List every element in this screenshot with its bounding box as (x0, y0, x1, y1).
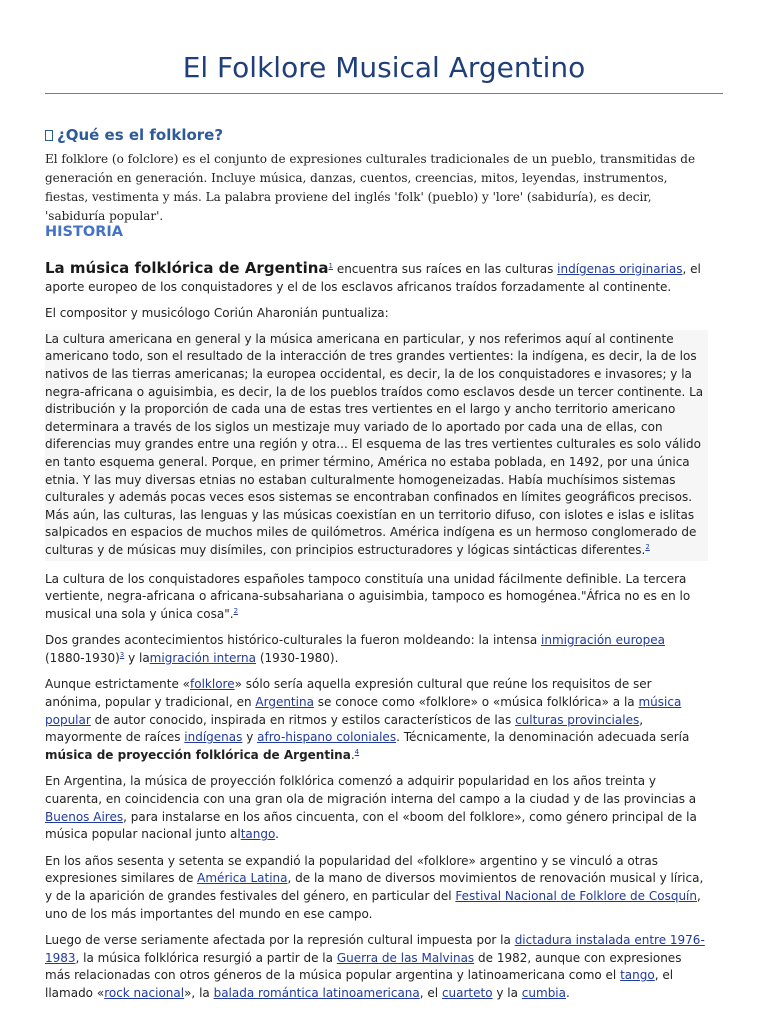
link-america-latina[interactable]: América Latina (197, 871, 288, 886)
history-paragraph-3 (45, 571, 705, 624)
history-paragraph-5 (45, 676, 705, 764)
reference-2[interactable] (645, 543, 649, 551)
text-fragment: En Argentina, la música de proyección folklórica comenzó a adquirir popularidad en los años treinta y cuarenta, en coincidencia con una gran ola de migración interna del campo a la ciudad y de las provincias a (45, 774, 697, 807)
what-is-heading-text: ¿Qué es el folklore? (57, 126, 224, 144)
link-guerra-malvinas[interactable]: Guerra de las Malvinas (336, 950, 475, 965)
link-afro-hispano-coloniales[interactable]: afro-hispano coloniales (257, 730, 397, 745)
text-fragment: En los años sesenta y setenta se expandió la popularidad del «folklore» argentino y se vinculó a otras expresiones similares de (45, 853, 658, 886)
aharonian-quote (45, 330, 708, 561)
link-rock-nacional[interactable]: rock nacional (104, 985, 185, 1000)
text-fragment: se conoce como «folklore» o «música folklórica» a la (313, 695, 639, 710)
text-fragment: », la (184, 985, 214, 1000)
link-migracion-interna[interactable]: migración interna (149, 650, 257, 665)
link-tango[interactable]: tango (240, 827, 276, 842)
what-is-paragraph: El folklore (o folclore) es el conjunto de expresiones culturales tradicionales de un pueblo, transmitidas de generación en generación. Incluye música, danzas, cuentos, creencias, mitos, leyendas, instrumentos, fiestas, vestimenta y más. La palabra proviene del inglés 'folk' (pueblo) y 'lore' (sabiduría), es decir, 'sabiduría popular'. (45, 152, 696, 223)
reference-2-link[interactable]: 2 (645, 542, 650, 551)
quote-text: La cultura americana en general y la música americana en particular, y nos referimos aquí al continente americano todo, son el resultado de la interacción de tres grandes vertientes: la indígena, es decir, la de los nativos de las tierras americanas; la europea occidental, es decir, la de los conquistadores e invasores; y la negra-africana o aguisimbia, es decir, la de los pueblos traídos como esclavos desde un tercer continente. La distribución y la proporción de cada una de estas tres vertientes en el largo y ancho territorio americano determinara a través de los siglos un mestizaje muy variado de lo aportado por cada una de ellas, con diferencias muy grandes entre una región y otra... El esquema de las tres vertientes culturales es solo válido en tanto esquema general. Porque, en primer término, América no estaba poblada, en 1492, por una única etnia. Y las muy diversas etnias no estaban culturalmente homogeneizadas. Había muchísimos sistemas culturales y además pocas veces esos sistemas se encontraban confinados en límites geográficos precisos. Más aún, las culturas, las lenguas y las músicas coexistían en un territorio difuso, con islotes e islas e islitas salpicados en espacios de muchos miles de quilómetros. América indígena es un hermoso conglomerado de culturas y de músicas muy disímiles, con principios estructuradores y lógicas sintácticas diferentes. (45, 331, 704, 557)
link-folklore[interactable]: folklore (190, 677, 235, 692)
history-paragraph-8 (45, 932, 705, 1002)
text-fragment: , el aporte europeo de los conquistadores y el de los esclavos africanos traídos forzadamente al continente. (45, 262, 701, 294)
history-paragraph-6 (45, 773, 705, 843)
text-fragment: (1930-1980). (256, 650, 339, 665)
text-fragment: . (275, 827, 279, 842)
reference-2b-link[interactable]: 2 (233, 606, 239, 615)
text-fragment: . Técnicamente, la denominación adecuada sería (396, 730, 690, 745)
link-inmigracion-europea[interactable]: inmigración europea (541, 633, 665, 648)
text-fragment: Luego de verse seriamente afectada por la represión cultural impuesta por la (45, 933, 515, 948)
text-fragment: y la (124, 650, 150, 665)
text-fragment: de 1982, aunque con expresiones más relacionadas con otros géneros de la música popular argentina y latinoamericana como el (45, 950, 682, 983)
text-fragment: y (242, 730, 258, 745)
history-heading: HISTORIA (45, 224, 123, 240)
link-buenos-aires[interactable]: Buenos Aires (45, 809, 124, 824)
box-icon (45, 130, 53, 141)
text-fragment: de autor conocido, inspirada en ritmos y estilos característicos de las (90, 712, 516, 727)
history-body (45, 260, 705, 1012)
page-title: El Folklore Musical Argentino (182, 51, 586, 84)
text-fragment: , mayormente de raíces (45, 712, 644, 745)
text-fragment: , uno de los más importantes del mundo en ese campo. (45, 889, 701, 921)
link-culturas-provinciales[interactable]: culturas provinciales (515, 712, 640, 727)
text-fragment: . (350, 747, 355, 762)
reference-4-link[interactable]: 4 (354, 747, 360, 756)
text-fragment: (1880-1930) (45, 650, 120, 665)
reference-4[interactable] (355, 748, 359, 756)
text-fragment: encuentra sus raíces en las culturas (333, 262, 558, 276)
link-tango-2[interactable]: tango (620, 968, 655, 983)
text-fragment: » sólo sería aquella expresión cultural que reúne los requisitos de ser anónima, popular y tradicional, en (45, 677, 652, 710)
what-is-heading (45, 125, 223, 145)
bold-term: música de proyección folklórica de Argentina (45, 747, 351, 762)
history-paragraph-1 (45, 260, 705, 296)
link-festival-cosquin[interactable]: Festival Nacional de Folklore de Cosquín (455, 889, 697, 903)
text-fragment: , de la mano de diversos movimientos de renovación musical y lírica, y de la aparición de grandes festivales del género, en particular del (45, 871, 704, 903)
text-fragment: , el llamado « (45, 968, 674, 1000)
text-fragment: , la música folklórica resurgió a partir de la (75, 950, 337, 965)
reference-1-link[interactable]: 1 (328, 262, 333, 270)
text-fragment: La cultura de los conquistadores españoles tampoco constituía una unidad fácilmente definible. La tercera vertiente, negra-africana o africana-subsahariana o aguisimbia, tampoco es homogénea."África no es en lo musical una sola y única cosa". (45, 571, 691, 621)
link-musica-popular[interactable]: música popular (45, 695, 682, 727)
text-fragment: Aunque estrictamente « (45, 677, 191, 692)
link-balada-romantica[interactable]: balada romántica latinoamericana (213, 985, 420, 1000)
lead-phrase: La música folklórica de Argentina (45, 259, 329, 277)
link-dictadura[interactable]: dictadura instalada entre 1976-1983 (45, 933, 705, 965)
history-paragraph-2: El compositor y musicólogo Coriún Aharonián puntualiza: (45, 306, 389, 321)
text-fragment: , para instalarse en los años cincuenta, con el «boom del folklore», como género principal de la música popular nacional junto al (45, 809, 697, 842)
text-fragment: , el (419, 985, 442, 1000)
link-cumbia[interactable]: cumbia (521, 985, 566, 1000)
history-paragraph-7 (45, 853, 705, 923)
reference-2b[interactable] (234, 607, 238, 615)
link-indigenas[interactable]: indígenas (184, 730, 243, 745)
text-fragment: y la (492, 985, 522, 1000)
text-fragment: Dos grandes acontecimientos histórico-culturales la fueron moldeando: la intensa (45, 633, 542, 648)
text-fragment: . (566, 985, 570, 1000)
history-paragraph-4 (45, 632, 705, 667)
link-cuarteto[interactable]: cuarteto (441, 985, 493, 1000)
link-indigenas-originarias[interactable]: indígenas originarias (557, 262, 683, 276)
link-argentina[interactable]: Argentina (255, 695, 314, 710)
title-divider (45, 93, 723, 94)
reference-3-link[interactable]: 3 (119, 650, 125, 659)
